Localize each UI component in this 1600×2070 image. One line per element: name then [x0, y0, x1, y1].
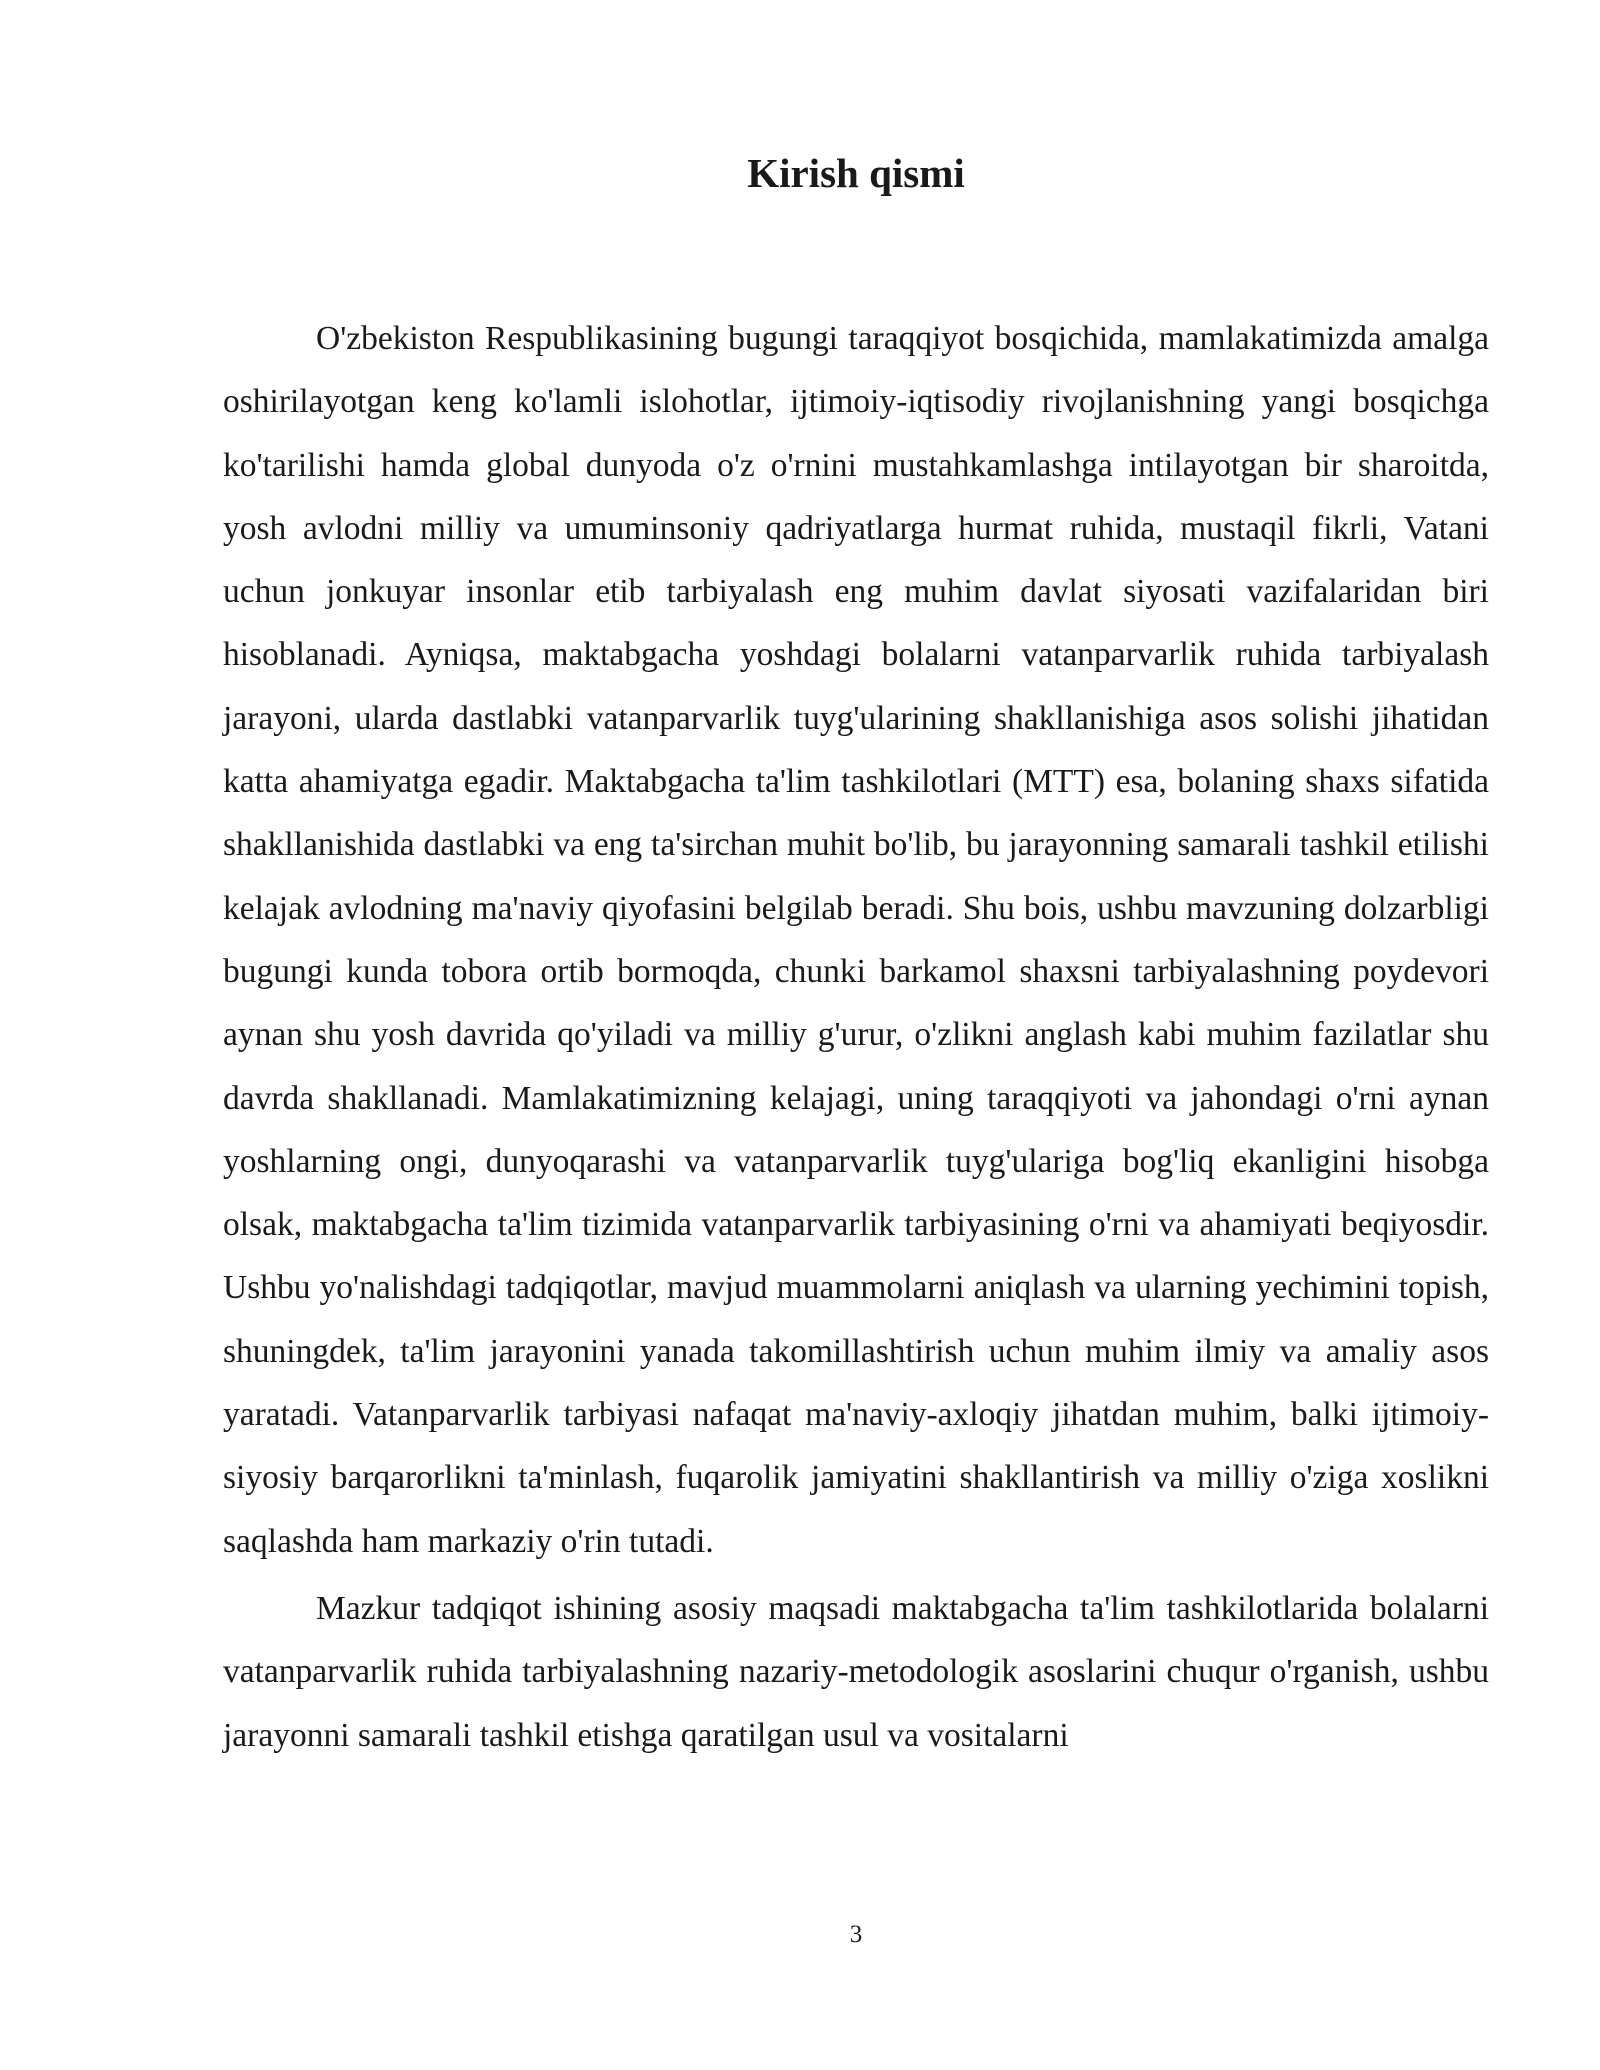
paragraph-2: Mazkur tadqiqot ishining asosiy maqsadi maktabgacha ta'lim tashkilotlarida bolalarni vatanparvarlik ruhida tarbiyalashning nazariy-metodologik asoslarini chuqur o'rganish, ushbu jarayonni samarali tashkil etishga qaratilgan usul va vositalarni	[223, 1589, 1489, 1754]
page-number: 3	[849, 1921, 863, 1948]
body-text	[223, 307, 1489, 1767]
page-title: Kirish qismi	[747, 150, 965, 196]
paragraph-1: O'zbekiston Respublikasining bugungi taraqqiyot bosqichida, mamlakatimizda amalga oshirilayotgan keng ko'lamli islohotlar, ijtimoiy-iqtisodiy rivojlanishning yangi bosqichga ko'tarilishi hamda global dunyoda o'z o'rnini mustahkamlashga intilayotgan bir sharoitda, yosh avlodni milliy va umuminsoniy qadriyatlarga hurmat ruhida, mustaqil fikrli, Vatani uchun jonkuyar insonlar etib tarbiyalash eng muhim davlat siyosati vazifalaridan biri hisoblanadi. Ayniqsa, maktabgacha yoshdagi bolalarni vatanparvarlik ruhida tarbiyalash jarayoni, ularda dastlabki vatanparvarlik tuyg'ularining shakllanishiga asos solishi jihatidan katta ahamiyatga egadir. Maktabgacha ta'lim tashkilotlari (MTT) esa, bolaning shaxs sifatida shakllanishida dastlabki va eng ta'sirchan muhit bo'lib, bu jarayonning samarali tashkil etilishi kelajak avlodning ma'naviy qiyofasini belgilab beradi. Shu bois, ushbu mavzuning dolzarbligi bugungi kunda tobora ortib bormoqda, chunki barkamol shaxsni tarbiyalashning poydevori aynan shu yosh davrida qo'yiladi va milliy g'urur, o'zlikni anglash kabi muhim fazilatlar shu davrda shakllanadi. Mamlakatimizning kelajagi, uning taraqqiyoti va jahondagi o'rni aynan yoshlarning ongi, dunyoqarashi va vatanparvarlik tuyg'ulariga bog'liq ekanligini hisobga olsak, maktabgacha ta'lim tizimida vatanparvarlik tarbiyasining o'rni va ahamiyati beqiyosdir. Ushbu yo'nalishdagi tadqiqotlar, mavjud muammolarni aniqlash va ularning yechimini topish, shuningdek, ta'lim jarayonini yanada takomillashtirish uchun muhim ilmiy va amaliy asos yaratadi. Vatanparvarlik tarbiyasi nafaqat ma'naviy-axloqiy jihatdan muhim, balki ijtimoiy-siyosiy barqarorlikni ta'minlash, fuqarolik jamiyatini shakllantirish va milliy o'ziga xoslikni saqlashda ham markaziy o'rin tutadi.	[223, 320, 1489, 1560]
